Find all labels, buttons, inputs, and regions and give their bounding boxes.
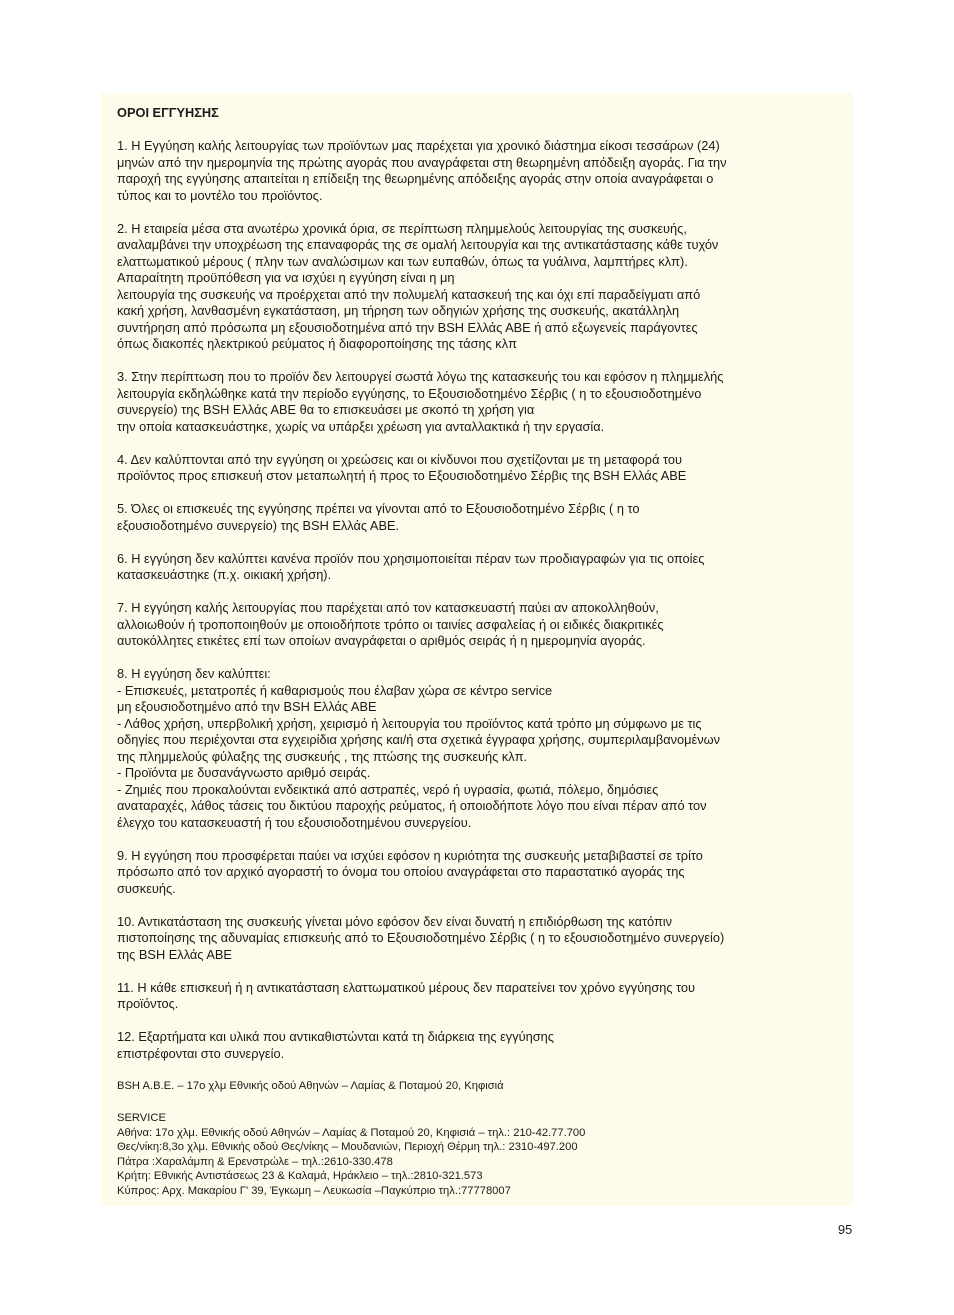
text-line: επιστρέφονται στο συνεργείο. (117, 1045, 285, 1061)
warranty-terms-list (117, 138, 837, 1062)
text-line: συντήρηση από πρόσωπα μη εξουσιοδοτημένα από την BSH Ελλάς ΑΒΕ ή από εξωγενείς παράγοντες (117, 319, 698, 335)
text-line: προϊόντος. (117, 996, 179, 1011)
text-line: - Ζημιές που προκαλούνται ενδεικτικά από αστραπές, νερό ή υγρασία, φωτιά, πόλεμο, δημόσιες (117, 781, 659, 797)
warranty-term-9 (117, 848, 837, 898)
text-line: προϊόντος προς επισκευή στον μεταπωλητή ή προς το Εξουσιοδοτημένο Σέρβις της BSH Ελλάς ΑΒΕ (117, 468, 687, 483)
warranty-term-8 (117, 666, 837, 831)
text-line: 12. Εξαρτήματα και υλικά που αντικαθιστώνται κατά τη διάρκεια της εγγύησης (117, 1029, 554, 1044)
text-line: - Επισκευές, μετατροπές ή καθαρισμούς που έλαβαν χώρα σε κέντρο service (117, 682, 553, 698)
text-line: 1. Η Εγγύηση καλής λειτουργίας των προϊόντων μας παρέχεται για χρονικό διάστημα είκοσι τεσσάρων (24) (117, 138, 720, 153)
text-line: Απαραίτητη προϋπόθεση για να ισχύει η εγγύηση είναι η μη (117, 270, 455, 285)
text-line: αλλοιωθούν ή τροποποιηθούν με οποιοδήποτε τρόπο οι ταινίες ασφαλείας ή οι ειδικές διακριτικές (117, 616, 664, 632)
company-address: BSH A.B.E. – 17ο χλμ Εθνικής οδού Αθηνών – Λαμίας & Ποταμού 20, Κηφισιά (117, 1079, 504, 1092)
text-line: 6. Η εγγύηση δεν καλύπτει κανένα προϊόν που χρησιμοποιείται πέραν των προδιαγραφών για τις οποίες (117, 550, 705, 566)
service-line: Κύπρος: Αρχ. Μακαρίου Γ' 39, Έγκωμη – Λευκωσία –Παγκύπριο τηλ.:77778007 (117, 1184, 511, 1197)
service-lines (117, 1126, 837, 1199)
text-line: 5. Όλες οι επισκευές της εγγύησης πρέπει να γίνονται από το Εξουσιοδοτημένο Σέρβις ( η το (117, 501, 640, 516)
text-line: 10. Αντικατάσταση της συσκευής γίνεται μόνο εφόσον δεν είναι δυνατή η επιδιόρθωση της κατόπιν (117, 913, 673, 929)
text-line: την οποία κατασκευάστηκε, χωρίς να υπάρξει χρέωση για ανταλλακτικά ή την εργασία. (117, 418, 605, 434)
warranty-term-1 (117, 138, 837, 204)
text-line: πρόσωπο από τον αρχικό αγοραστή το όνομα του οποίου αναγράφεται στο παραστατικό αγοράς της (117, 864, 685, 879)
text-line: κατασκευάστηκε (π.χ. οικιακή χρήση). (117, 567, 332, 582)
warranty-terms-panel (101, 93, 853, 1206)
text-line: της BSH Ελλάς ΑΒΕ (117, 946, 232, 962)
text-line: τύπος και το μοντέλο του προϊόντος. (117, 187, 323, 203)
warranty-term-10 (117, 914, 837, 964)
text-line: 8. Η εγγύηση δεν καλύπτει: (117, 666, 271, 681)
service-line: Κρήτη: Εθνικής Αντιστάσεως 23 & Καλαμά, Ηράκλειο – τηλ.:2810-321.573 (117, 1170, 483, 1182)
text-line: όπως διακοπές ηλεκτρικού ρεύματος ή διαφοροποίησης της τάσης κλπ (117, 336, 517, 351)
text-line: 9. Η εγγύηση που προσφέρεται παύει να ισχύει εφόσον η κυριότητα της συσκευής μεταβιβαστεί σε τρίτο (117, 847, 703, 863)
text-line: παροχή της εγγύησης απαιτείται η επίδειξη της θεωρημένης απόδειξης αγοράς στην οποία αναγράφεται ο (117, 171, 714, 186)
text-line: λειτουργία της συσκευής να προέρχεται από την πολυμελή κατασκευή της και όχι επί παραδείγματι από (117, 286, 701, 302)
service-contacts (117, 1111, 837, 1198)
service-line: Θες/νίκη:8,3ο χλμ. Εθνικής οδού Θες/νίκης – Μουδανιών, Περιοχή Θέρμη τηλ.: 2310-497.200 (117, 1141, 578, 1153)
text-line: 4. Δεν καλύπτονται από την εγγύηση οι χρεώσεις και οι κίνδυνοι που σχετίζονται με τη μεταφορά του (117, 451, 683, 467)
text-line: 3. Στην περίπτωση που το προϊόν δεν λειτουργεί σωστά λόγω της κατασκευής του και εφόσον η πλημμελής (117, 369, 724, 384)
text-line: - Λάθος χρήση, υπερβολική χρήση, χειρισμό ή λειτουργία του προϊόντος κατά τρόπο μη σύμφωνο με τις (117, 715, 702, 731)
warranty-term-12 (117, 1029, 837, 1062)
page-title: ΟΡΟΙ ΕΓΓΥΗΣΗΣ (117, 105, 219, 120)
text-line: συνεργείο) της BSH Ελλάς ΑΒΕ θα το επισκευάσει με σκοπό τη χρήση για (117, 402, 535, 417)
text-line: πιστοποίησης της αδυναμίας επισκευής από το Εξουσιοδοτημένο Σέρβις ( η το εξουσιοδοτημένο συνεργείο) (117, 930, 725, 945)
text-line: αναλαμβάνει την υποχρέωση της επαναφοράς της σε ομαλή λειτουργία και της αντικατάστασης κάθε τυχόν (117, 237, 719, 252)
text-line: εξουσιοδοτημένο συνεργείο) της BSH Ελλάς ΑΒΕ. (117, 517, 400, 533)
text-line: 7. Η εγγύηση καλής λειτουργίας που παρέχεται από τον κατασκευαστή παύει αν αποκολληθούν, (117, 600, 659, 615)
text-line: έλεγχο του κατασκευαστή ή του εξουσιοδοτημένου συνεργείου. (117, 814, 472, 830)
text-line: συσκευής. (117, 880, 176, 896)
warranty-term-3 (117, 369, 837, 435)
text-line: κακή χρήση, λανθασμένη εγκατάσταση, μη τήρηση των οδηγιών χρήσης της συσκευής, ακατάλληλη (117, 303, 680, 318)
warranty-term-2 (117, 221, 837, 353)
service-line: Πάτρα :Χαραλάμπη & Ερενστρώλε – τηλ.:2610-330.478 (117, 1155, 393, 1168)
text-line: - Προϊόντα με δυσανάγνωστο αριθμό σειράς. (117, 765, 371, 780)
text-line: αυτοκόλλητες ετικέτες επί των οποίων αναγράφεται ο αριθμός σειράς ή η ημερομηνία αγοράς. (117, 633, 646, 648)
text-line: 11. Η κάθε επισκευή ή η αντικατάσταση ελαττωματικού μέρους δεν παρατείνει τον χρόνο εγγύησης του (117, 979, 696, 995)
page-number: 95 (838, 1222, 853, 1237)
service-line: Αθήνα: 17ο χλμ. Εθνικής οδού Αθηνών – Λαμίας & Ποταμού 20, Κηφισιά – τηλ.: 210-42.77.700 (117, 1126, 586, 1139)
text-line: οδηγίες που περιέχονται στα εγχειρίδια χρήσης και/ή στα σχετικά έγγραφα χρήσης, συμπεριλαμβανομένων (117, 732, 720, 747)
text-line: ελαττωματικού μέρους ( πλην των αναλώσιμων και των ευπαθών, όπως τα γυάλινα, λαμπτήρες κλπ). (117, 253, 688, 269)
text-line: λειτουργία εκδηλώθηκε κατά την περίοδο εγγύησης, το Εξουσιοδοτημένο Σέρβις ( η το εξουσιοδοτημένο (117, 385, 702, 401)
warranty-term-4 (117, 452, 837, 485)
warranty-term-6 (117, 551, 837, 584)
text-line: μηνών από την ημερομηνία της πρώτης αγοράς που αναγράφεται στη θεωρημένη απόδειξη αγοράς. Για την (117, 154, 727, 170)
text-line: της πλημμελούς φύλαξης της συσκευής , της πτώσης της συσκευής κλπ. (117, 748, 528, 764)
warranty-term-7 (117, 600, 837, 650)
text-line: 2. Η εταιρεία μέσα στα ανωτέρω χρονικά όρια, σε περίπτωση πλημμελούς λειτουργίας της συσκευής, (117, 220, 687, 236)
text-line: μη εξουσιοδοτημένο από την BSH Ελλάς ΑΒΕ (117, 699, 377, 714)
service-heading: SERVICE (117, 1112, 166, 1124)
warranty-term-5 (117, 501, 837, 534)
text-line: αναταραχές, λάθος τάσεις του δικτύου παροχής ρεύματος, ή οποιοδήποτε λόγο που είναι πέραν από τον (117, 798, 707, 813)
warranty-term-11 (117, 980, 837, 1013)
